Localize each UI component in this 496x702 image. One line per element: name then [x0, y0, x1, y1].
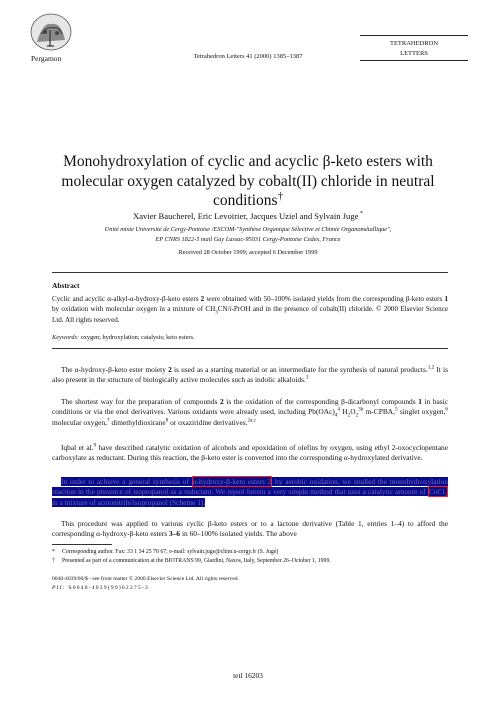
footer-code: tetl 16203: [233, 671, 263, 680]
publisher-name: Pergamon: [31, 54, 62, 63]
footnote-corresponding-author: [52, 548, 448, 556]
body-paragraph-2: [52, 397, 448, 428]
p2-ref-1: 4: [337, 406, 341, 413]
p5-text-c: in 60–100% isolated yields. The above: [180, 529, 297, 539]
affiliation-line1: Unité mixte Université de Cergy-Pontoise /ESCOM-"Synthèse Organique Sélective et Chimie Organométallique",: [104, 226, 392, 233]
affiliation-line2: EP CNRS 1822-5 mail Gay Lussac-95031 Cergy-Pontoise Cedex, France: [155, 236, 341, 243]
abstract-text-5: -PrOH and in the presence of cobalt(II) chloride. © 2000 Elsevier Science Ltd. All rights reserved.: [52, 305, 448, 324]
keywords: [52, 334, 448, 341]
journal-box-line1: TETRAHEDRON: [389, 40, 439, 47]
compound-ref-1: 1: [444, 295, 448, 303]
p1-compound: 2: [168, 365, 172, 374]
p2-text-k: dimethyldioxirane: [109, 417, 166, 427]
p2-ref-4: 6: [445, 406, 449, 413]
footnote-rule: [52, 544, 112, 545]
body-paragraph-4-highlighted[interactable]: [52, 477, 448, 508]
p1-text-d: It is also present in the structure of biologically active molecules such as indolic alkaloids.: [52, 365, 448, 385]
fn1-text: Corresponding author. Fax: 33 1 34 25 70 67; e-mail: sylvain.juge@chim.u-cergy.fr (S. Jugé): [62, 549, 279, 555]
p4-boxed-term: α-hydroxy-β-keto esters 2: [192, 477, 272, 486]
abstract-text-2: were obtained with 50–100% isolated yields from the corresponding β-keto esters: [204, 295, 445, 303]
p1-text-c: is used as a starting material or an intermediate for the synthesis of natural products.: [171, 365, 428, 374]
abstract-text-1: Cyclic and acyclic α-alkyl-α-hydroxy-β-keto esters: [52, 295, 201, 303]
keywords-label: Keywords:: [52, 334, 80, 341]
p2-compound-2: 2: [220, 397, 224, 406]
fn1-mark: *: [52, 549, 55, 555]
p2-sub-2: 2: [347, 412, 351, 419]
journal-reference: Tetrahedron Letters 41 (2000) 1385–1387: [193, 53, 303, 60]
keywords-text: oxygen; hydroxylation; catalysis; keto esters.: [79, 334, 195, 341]
abstract-heading: Abstract: [52, 281, 80, 290]
abstract-bottom-rule: [52, 348, 448, 349]
title-text: Monohydroxylation of cyclic and acyclic β-keto esters with molecular oxygen catalyzed by cobalt(II) chloride in neutral conditions: [61, 153, 435, 209]
elsevier-tree-icon: [29, 12, 73, 54]
author-names: Xavier Baucherel, Eric Levoirier, Jacques Uziel and Sylvain Juge: [133, 211, 359, 221]
p1-ref-1: 1,2: [427, 364, 435, 371]
abstract-text-4: CN/: [217, 305, 230, 314]
p2-text-j: molecular oxygen,: [52, 417, 108, 427]
authors: [0, 211, 496, 221]
p2-ref-7: 2a,c: [247, 417, 256, 424]
footnote-presented: [52, 557, 448, 565]
p4-text-c: in a mixture of acetonitrile/isopropanol (Scheme 1).: [52, 497, 206, 507]
publisher-logo: [29, 12, 73, 54]
p2-text-f: H: [340, 407, 348, 417]
abstract-text: [52, 294, 448, 325]
p2-ref-5: 7: [107, 417, 110, 424]
copyright-line: 0040-4039/00/$ - see front matter © 2000 Elsevier Science Ltd. All rights reserved.: [52, 576, 239, 582]
p2-sub-1: 4: [334, 412, 338, 419]
abstract-italic: i: [229, 305, 232, 314]
author-footnote-mark: *: [358, 211, 363, 218]
p1-ref-2: 3: [305, 374, 309, 381]
p2-text-g: O: [350, 407, 356, 417]
p2-text-a: The shortest way for the preparation of compounds: [61, 397, 220, 406]
fn2-mark: †: [52, 558, 55, 564]
article-title: [40, 152, 456, 211]
p5-compounds: 3–6: [169, 529, 181, 539]
p2-ref-6: 8: [165, 417, 169, 424]
fn2-text: Presented as part of a communication at the BIOTRANS 99, Giardini, Naxos, Italy, September 26–October 1, 1999.: [62, 558, 331, 564]
p2-ref-2: 3b: [358, 406, 364, 413]
p3-ref-1: 9: [93, 442, 97, 449]
p2-text-l: or oxaziridine derivatives.: [168, 417, 248, 427]
body-paragraph-1: [52, 365, 448, 386]
p2-text-e: in basic conditions or via the enol derivatives. Various oxidants were already used, including Pb(OAc): [52, 397, 449, 417]
p4-boxed-catalyst: CoCl₂: [428, 487, 447, 497]
p1-text-a: The α-hydroxy-β-keto ester moiety: [61, 365, 169, 374]
p2-compound-1: 1: [418, 397, 422, 406]
journal-box-line2: LETTERS: [400, 50, 428, 57]
p2-text-i: singlet oxygen,: [397, 407, 446, 417]
abstract-subscript: 3: [215, 310, 218, 316]
p3-text-a: Iqbal et al.: [61, 443, 94, 452]
p5-text-a: This procedure was applied to various cyclic β-keto esters or to a lactone derivative (Table 1, entries 1–4) to afford the corresponding α-hydroxy-β-keto esters: [52, 519, 448, 539]
pii-value: S0040-4039(99)02275-3: [65, 585, 149, 591]
journal-name-box: [360, 35, 468, 61]
compound-ref-2: 2: [200, 295, 205, 303]
received-dates: Received 28 October 1999; accepted 6 December 1999: [178, 249, 318, 256]
abstract-text-3: by oxidation with molecular oxygen in a mixture of CH: [52, 305, 216, 314]
body-paragraph-3: [52, 443, 448, 464]
affiliation: [20, 225, 476, 245]
title-footnote-mark: †: [277, 189, 283, 202]
abstract-top-rule: [52, 272, 448, 273]
pii-line: [52, 585, 149, 591]
p2-ref-3: 5: [394, 406, 398, 413]
body-paragraph-5: [52, 519, 448, 540]
p4-text-b: by aerobic oxidation, we studied the monohydroxylation reaction in the presence of isopropanol as a reductant. We report herein a very simple method that uses a catalytic amount of: [52, 477, 448, 497]
p3-text-b: have described catalytic oxidation of alcohols and epoxidation of olefins by oxygen, using ethyl 2-oxocyclopentane carboxylate as reductant. During this reaction, the β-keto ester is converted into the corresponding α-hydroxylated derivative.: [52, 443, 448, 463]
p4-text-a: In order to achieve a general synthesis of: [61, 477, 192, 486]
p2-sub-3: 2: [355, 412, 359, 419]
pii-label: PII:: [52, 585, 66, 591]
p2-text-h: m-CPBA,: [363, 407, 395, 417]
p2-text-c: is the oxidation of the corresponding β-dicarbonyl compounds: [223, 397, 419, 406]
